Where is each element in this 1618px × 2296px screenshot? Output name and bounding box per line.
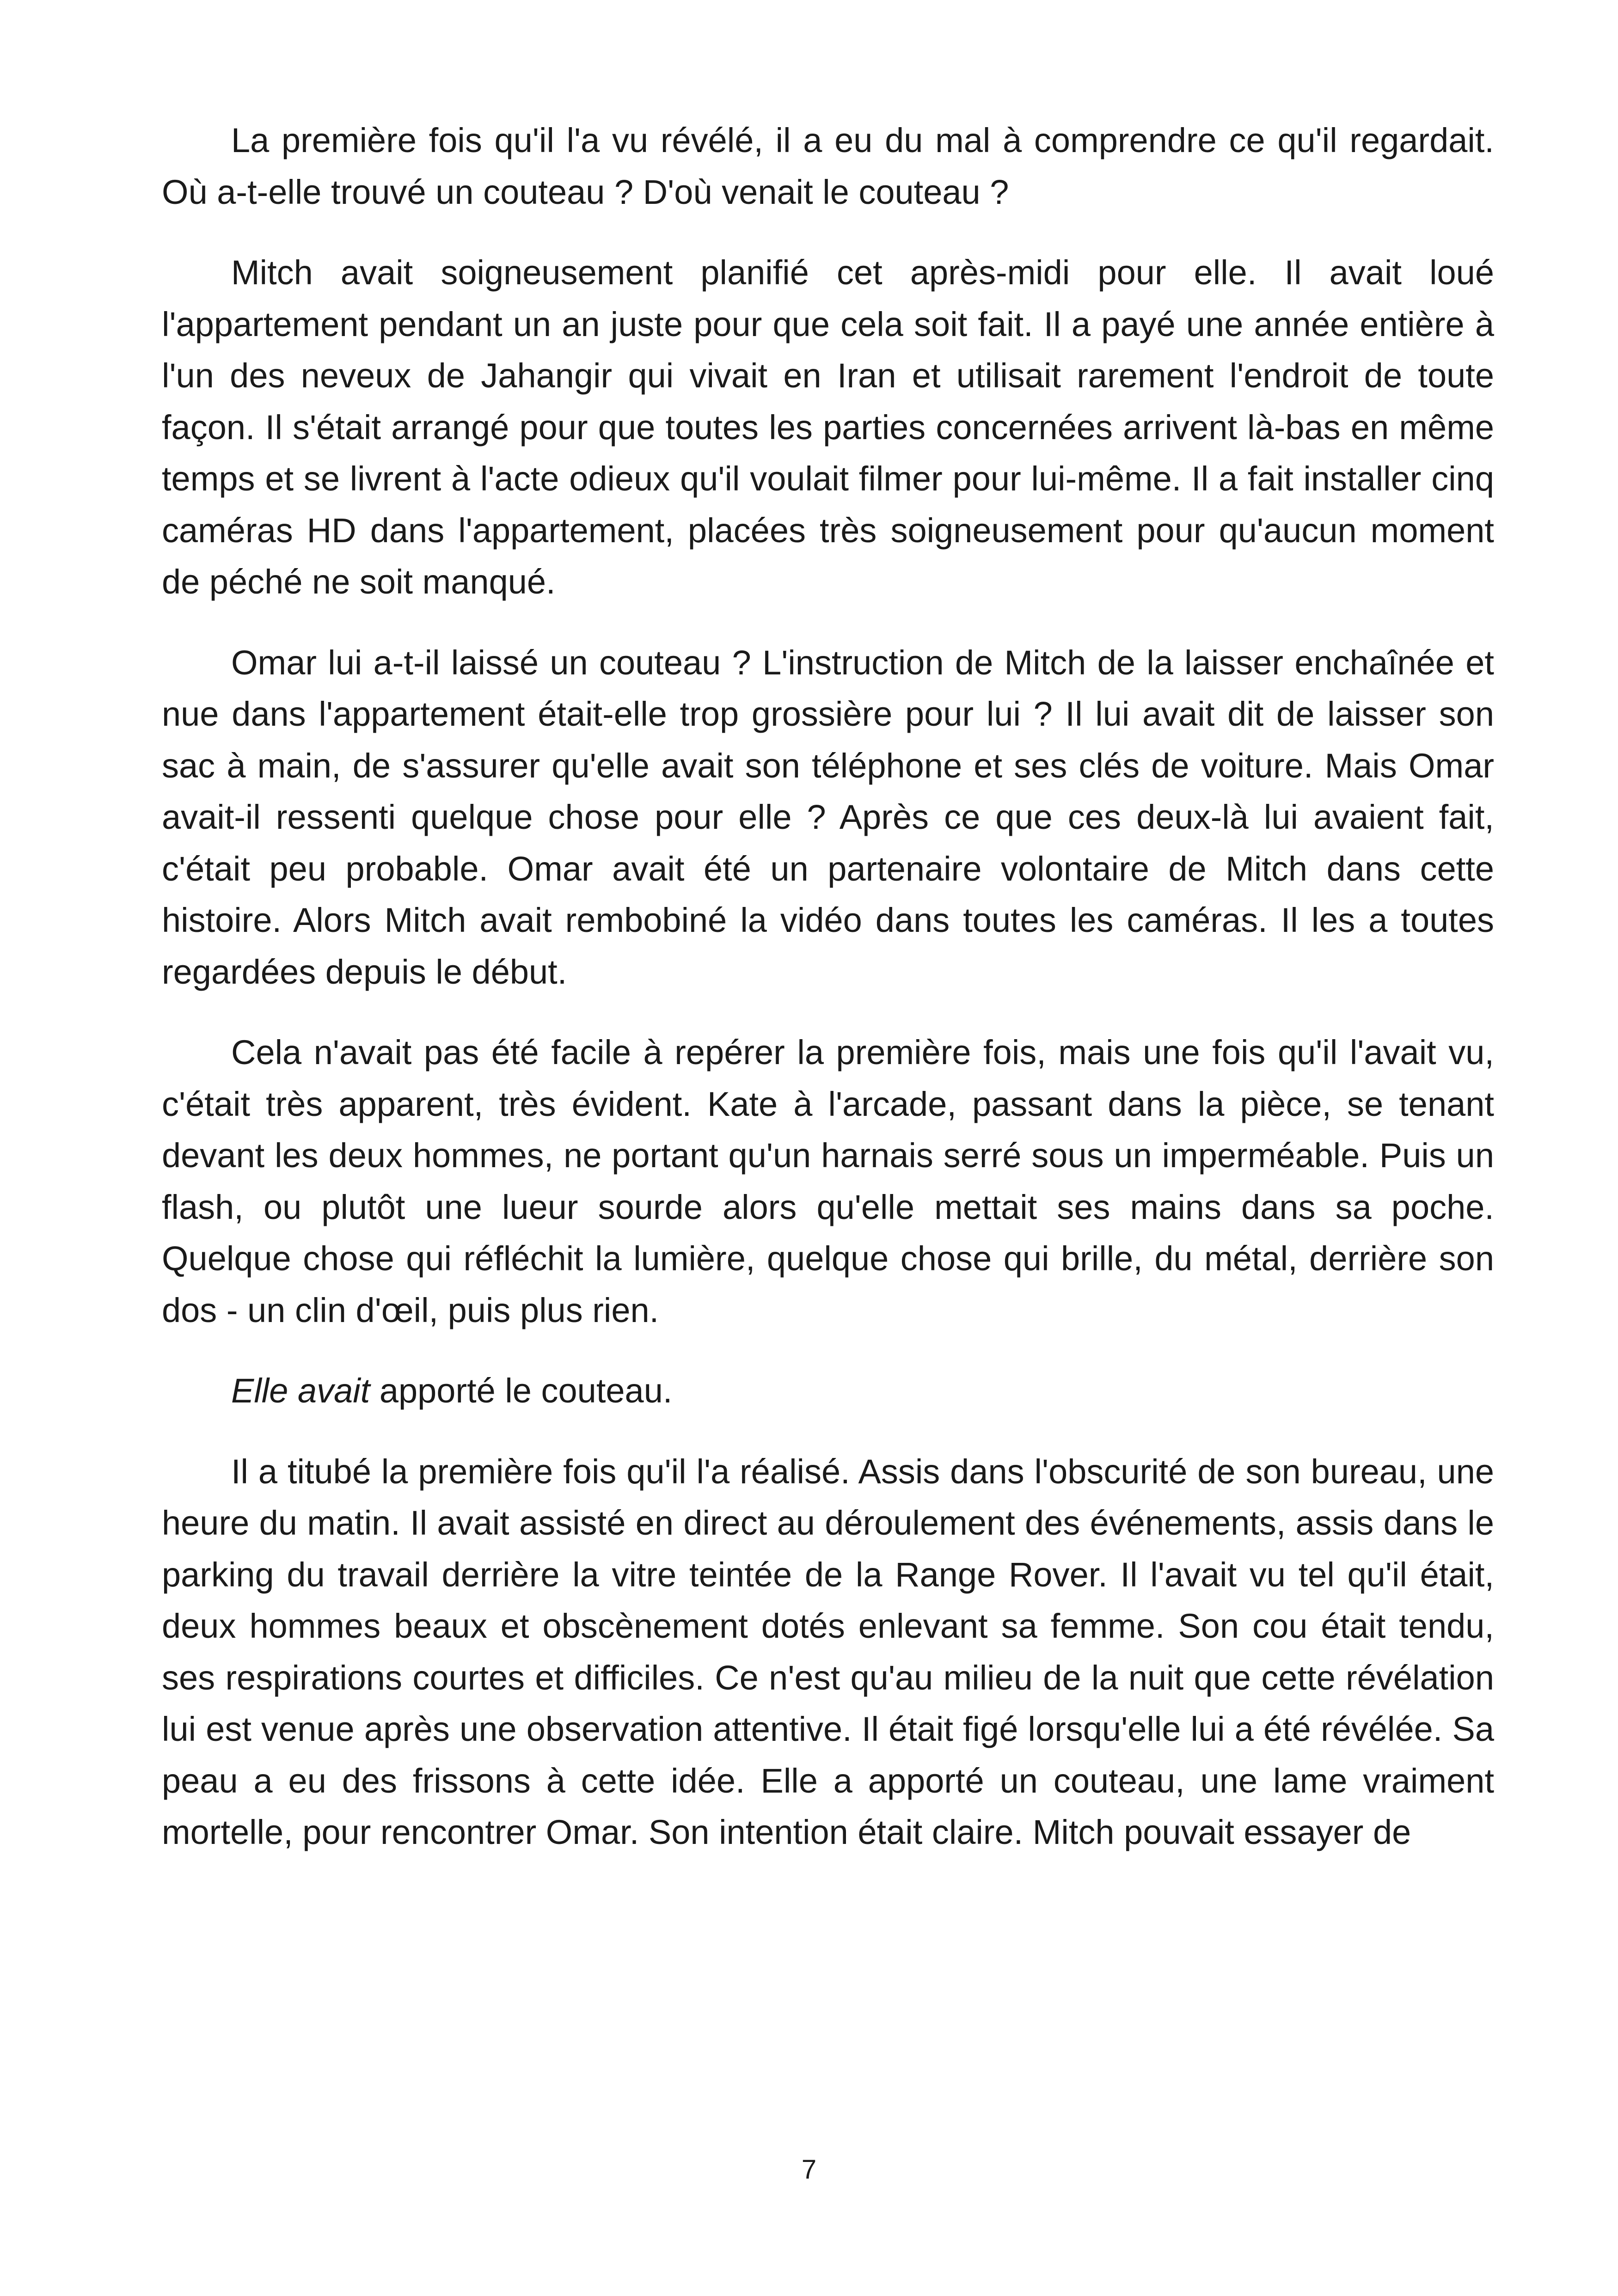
paragraph-1: La première fois qu'il l'a vu révélé, il a eu du mal à comprendre ce qu'il regardait. Où a-t-elle trouvé un couteau ? D'où venait le couteau ?	[162, 121, 1494, 211]
paragraph-3: Omar lui a-t-il laissé un couteau ? L'instruction de Mitch de la laisser enchaînée et nue dans l'appartement était-elle trop grossière pour lui ? Il lui avait dit de laisser son sac à main, de s'assurer qu'elle avait son téléphone et ses clés de voiture. Mais Omar avait-il ressenti quelque chose pour elle ? Après ce que ces deux-là lui avaient fait, c'était peu probable. Omar avait été un partenaire volontaire de Mitch dans cette histoire. Alors Mitch avait rembobiné la vidéo dans toutes les caméras. Il les a toutes regardées depuis le début.	[162, 643, 1494, 991]
paragraph-2: Mitch avait soigneusement planifié cet après-midi pour elle. Il avait loué l'appartement pendant un an juste pour que cela soit fait. Il a payé une année entière à l'un des neveux de Jahangir qui vivait en Iran et utilisait rarement l'endroit de toute façon. Il s'était arrangé pour que toutes les parties concernées arrivent là-bas en même temps et se livrent à l'acte odieux qu'il voulait filmer pour lui-même. Il a fait installer cinq caméras HD dans l'appartement, placées très soigneusement pour qu'aucun moment de péché ne soit manqué.	[162, 253, 1494, 601]
italic-phrase: Elle avait	[231, 1371, 370, 1410]
paragraph-5	[162, 1365, 1494, 1417]
paragraph-4: Cela n'avait pas été facile à repérer la première fois, mais une fois qu'il l'avait vu, c'était très apparent, très évident. Kate à l'arcade, passant dans la pièce, se tenant devant les deux hommes, ne portant qu'un harnais serré sous un imperméable. Puis un flash, ou plutôt une lueur sourde alors qu'elle mettait ses mains dans sa poche. Quelque chose qui réfléchit la lumière, quelque chose qui brille, du métal, derrière son dos - un clin d'œil, puis plus rien.	[162, 1033, 1494, 1329]
paragraph-6: Il a titubé la première fois qu'il l'a réalisé. Assis dans l'obscurité de son bureau, une heure du matin. Il avait assisté en direct au déroulement des événements, assis dans le parking du travail derrière la vitre teintée de la Range Rover. Il l'avait vu tel qu'il était, deux hommes beaux et obscènement dotés enlevant sa femme. Son cou était tendu, ses respirations courtes et difficiles. Ce n'est qu'au milieu de la nuit que cette révélation lui est venue après une observation attentive. Il était figé lorsqu'elle lui a été révélée. Sa peau a eu des frissons à cette idée. Elle a apporté un couteau, une lame vraiment mortelle, pour rencontrer Omar. Son intention était claire. Mitch pouvait essayer de	[162, 1452, 1494, 1851]
page-number: 7	[801, 2155, 817, 2185]
paragraph-5-rest: apporté le couteau.	[370, 1371, 673, 1410]
page-body	[162, 115, 1494, 1887]
